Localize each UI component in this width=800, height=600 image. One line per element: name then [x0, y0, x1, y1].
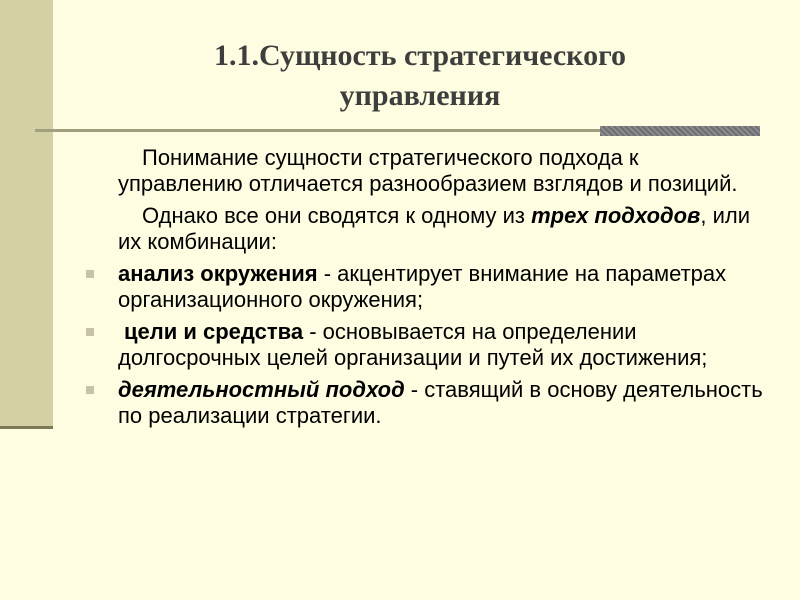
left-decorative-bar — [0, 0, 53, 426]
bullet-text: - ставящий в основу деятельность по реализации стратегии. — [118, 377, 763, 428]
approaches-emphasis: трех подходов — [531, 203, 701, 228]
bullet-goals-means — [118, 319, 768, 371]
slide-title-line-1: 1.1.Сущность стратегического — [214, 39, 626, 72]
bullet-term: цели и средства — [124, 319, 304, 344]
bullet-term: деятельностный подход — [118, 377, 405, 402]
slide-title-line-2: управления — [339, 79, 501, 112]
bullet-text: - основывается на определении долгосрочных целей организации и путей их достижения; — [118, 319, 708, 370]
bullet-activity-approach — [118, 377, 768, 429]
bullet-square-icon — [86, 270, 94, 278]
bullet-square-icon — [86, 386, 94, 394]
intro-paragraph — [118, 145, 768, 197]
title-divider-accent — [600, 126, 760, 136]
intro-text: Понимание сущности стратегического подхода к управлению отличается разнообразием взглядов и позиций. — [118, 145, 738, 196]
approaches-text-post: , или их комбинации: — [118, 203, 750, 254]
slide-title — [140, 36, 700, 116]
bullet-environment-analysis — [118, 261, 768, 313]
bullet-term: анализ окружения — [118, 261, 318, 286]
bullet-square-icon — [86, 328, 94, 336]
bullet-text: - акцентирует внимание на параметрах организационного окружения; — [118, 261, 727, 312]
approaches-text-pre: Однако все они сводятся к одному из — [142, 203, 532, 228]
left-bar-underline — [0, 426, 53, 429]
slide-body — [118, 145, 768, 435]
approaches-paragraph — [118, 203, 768, 255]
